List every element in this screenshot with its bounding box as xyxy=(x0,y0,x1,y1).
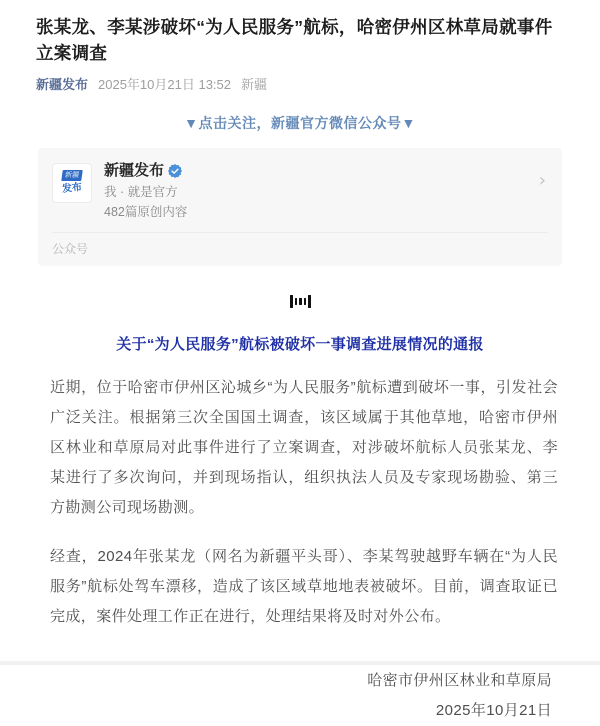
account-card[interactable] xyxy=(38,148,562,266)
signature-date: 2025年10月21日 xyxy=(435,702,552,719)
byline xyxy=(36,74,564,93)
signature-org: 哈密市伊州区林业和草原局 xyxy=(367,672,552,689)
account-type-label: 公众号 xyxy=(52,242,89,256)
notice-paragraph-2: 经查，2024年张某龙（网名为新疆平头哥）、李某驾驶越野车辆在“为人民服务”航标处驾车漂移，造成了该区域草地地表被破坏。目前，调查取证已完成，案件处理工作正在进行，处理结果将及时对外公布。 xyxy=(50,548,558,625)
notice-paragraph-1: 近期，位于哈密市伊州区沁城乡“为人民服务”航标遭到破坏一事，引发社会广泛关注。根据第三次全国国土调查，该区域属于其他草地，哈密市伊州区林业和草原局对此事件进行了立案调查，对涉破坏航标人员张某龙、李某进行了多次询问，并到现场指认，组织执法人员及专家现场勘验、第三方勘测公司现场勘测。 xyxy=(50,379,558,516)
publish-region: 新疆 xyxy=(241,77,268,92)
avatar-logo-top-text: 新疆 xyxy=(61,170,83,181)
verified-badge-icon xyxy=(168,164,182,178)
bottom-edge-strip xyxy=(0,661,600,665)
card-divider xyxy=(52,232,548,233)
section-divider-bars-icon xyxy=(0,294,600,308)
follow-banner[interactable]: ▼点击关注，新疆官方微信公众号▼ xyxy=(184,115,416,131)
notice-heading: 关于“为人民服务”航标被破坏一事调查进展情况的通报 xyxy=(116,336,484,353)
article-page xyxy=(0,14,600,719)
source-link[interactable]: 新疆发布 xyxy=(36,77,89,92)
avatar-logo-bottom-text: 发布 xyxy=(61,181,83,196)
account-original-count: 482篇原创内容 xyxy=(104,205,188,219)
account-name: 新疆发布 xyxy=(104,162,165,179)
publish-datetime: 2025年10月21日 13:52 xyxy=(98,77,231,92)
account-card-top xyxy=(52,161,548,222)
account-tagline: 我 · 就是官方 xyxy=(104,185,178,199)
account-avatar xyxy=(52,163,92,203)
signature-block xyxy=(50,666,552,726)
account-info xyxy=(104,161,537,222)
article-title: 张某龙、李某涉破坏“为人民服务”航标，哈密伊州区林草局就事件立案调查 xyxy=(36,17,553,63)
chevron-right-icon[interactable]: › xyxy=(538,170,546,191)
